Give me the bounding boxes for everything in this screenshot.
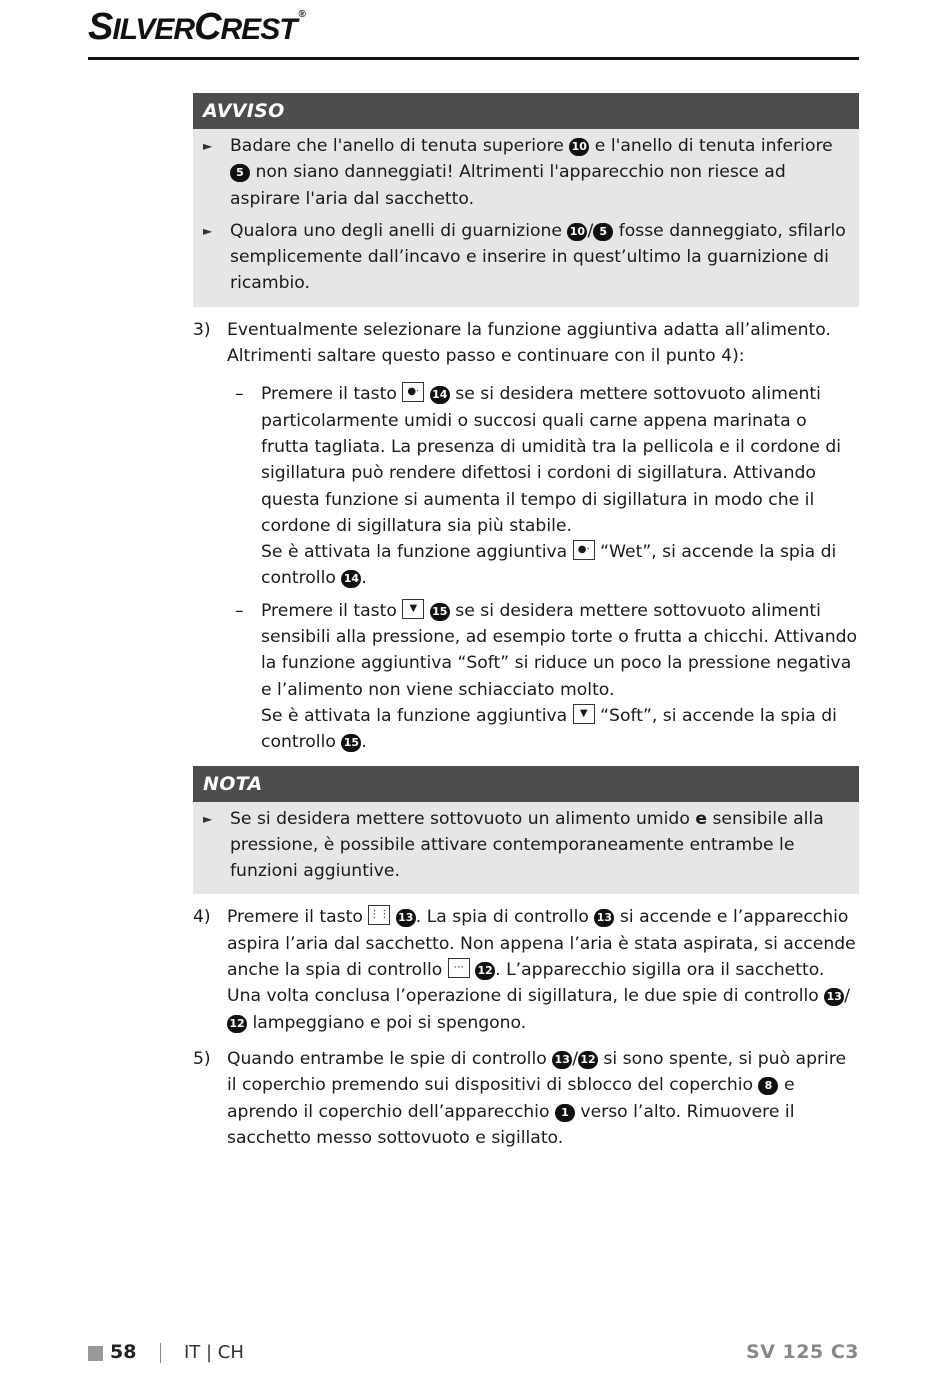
body-text: e <box>695 808 707 829</box>
bullet-arrow-icon: ► <box>203 139 213 153</box>
page-number: 58 <box>110 1341 137 1363</box>
avviso-item <box>203 218 847 297</box>
avviso-item <box>203 133 847 212</box>
body-text: non siano danneggiati! Altrimenti l'apparecchio non riesce ad aspirare l'aria dal sacchetto. <box>230 162 786 209</box>
body-text: e aprendo il coperchio dell’apparecchio <box>227 1075 795 1122</box>
ref-number: 13 <box>824 988 844 1006</box>
body-text: 3) <box>193 319 211 340</box>
body-text: . L’apparecchio sigilla ora il sacchetto. Una volta conclusa l’operazione di sigillatura, le due spie di controllo <box>227 960 825 1007</box>
ref-number: 1 <box>555 1104 575 1122</box>
page-footer <box>88 1341 859 1371</box>
soft-shield-icon: ▼ <box>573 704 595 724</box>
ref-number: 5 <box>593 223 613 241</box>
soft-shield-icon: ▼ <box>402 599 424 619</box>
body-text: 4) <box>193 907 211 928</box>
ref-number: 12 <box>227 1015 247 1033</box>
wet-droplets-icon: ●⋅ <box>402 382 424 402</box>
ref-number: 14 <box>430 386 450 404</box>
body-text: se si desidera mettere sottovuoto alimenti particolarmente umidi o succosi quali carne appena marinata o frutta tagliata. La presenza di umidità tra la pellicola e il cordone di sigillatura può rendere difettosi i cordoni di sigillatura. Attivando questa funzione si aumenta il tempo di sigillatura in modo che il cordone di sigillatura sia più stabile. <box>261 384 842 536</box>
body-text: / <box>572 1048 578 1069</box>
body-text: Eventualmente selezionare la funzione aggiuntiva adatta all’alimento. Altrimenti saltare questo passo e continuare con il punto 4): <box>227 319 831 367</box>
ref-number: 12 <box>475 962 495 980</box>
ref-number: 13 <box>396 909 416 927</box>
brand-logo: SILVERCREST ® <box>88 6 305 48</box>
avviso-box <box>193 93 859 307</box>
ref-number: 13 <box>594 909 614 927</box>
ref-number: 13 <box>552 1051 572 1069</box>
nota-box <box>193 766 859 895</box>
body-text: Premere il tasto <box>261 600 403 621</box>
page-content <box>193 93 859 1161</box>
body-text: 5) <box>193 1048 211 1069</box>
model-number: SV 125 C3 <box>746 1341 859 1363</box>
seal-icon: ⋯ <box>448 958 470 978</box>
body-text: Se è attivata la funzione aggiuntiva <box>261 542 573 563</box>
ref-number: 8 <box>758 1077 778 1095</box>
footer-square-icon <box>88 1346 103 1361</box>
body-text: Qualora uno degli anelli di guarnizione <box>230 220 568 241</box>
body-text: . <box>361 732 367 753</box>
nota-item <box>203 806 847 885</box>
body-text: – <box>235 600 244 621</box>
body-text: . La spia di controllo <box>415 907 595 928</box>
body-text: / <box>587 220 594 241</box>
bullet-arrow-icon: ► <box>203 811 213 826</box>
ref-number: 14 <box>341 570 361 588</box>
ref-number: 10 <box>567 223 587 241</box>
body-text: se si desidera mettere sottovuoto alimenti sensibili alla pressione, ad esempio torte o frutta a chicchi. Attivando la funzione aggiuntiva “Soft” si riduce un poco la pressione negativa e l’alimento non viene schiacciato molto. <box>261 600 858 700</box>
body-text: . <box>361 568 367 589</box>
body-text: lampeggiano e poi si spengono. <box>247 1012 527 1033</box>
nota-title: NOTA <box>193 766 859 802</box>
footer-divider <box>160 1343 161 1363</box>
ref-number: 10 <box>569 138 589 156</box>
wet-droplets-icon: ●⋅ <box>573 540 595 560</box>
wet-option <box>227 381 859 591</box>
step-4 <box>193 904 859 1035</box>
step-5 <box>193 1046 859 1151</box>
body-text: e l'anello di tenuta inferiore <box>589 136 833 156</box>
ref-number: 12 <box>578 1051 598 1069</box>
body-text: si accende e l’apparecchio aspira l’aria dal sacchetto. Non appena l’aria è stata aspirata, si accende anche la spia di controllo <box>227 907 856 981</box>
body-text: “Wet”, si accende la spia di controllo <box>261 542 837 589</box>
body-text: Premere il tasto <box>227 907 369 928</box>
body-text: Quando entrambe le spie di controllo <box>227 1048 553 1069</box>
step-3 <box>193 317 859 756</box>
body-text: / <box>844 986 851 1007</box>
language-code: IT | CH <box>184 1342 244 1363</box>
body-text: “Soft”, si accende la spia di controllo <box>261 705 837 753</box>
body-text: Se si desidera mettere sottovuoto un alimento umido <box>230 808 696 829</box>
vacuum-seal-icon: ⋮⋮ <box>368 905 390 925</box>
bullet-arrow-icon: ► <box>203 223 213 238</box>
body-text: – <box>235 384 244 405</box>
body-text: Premere il tasto <box>261 384 403 405</box>
body-text: si sono spente, si può aprire il coperchio premendo sui dispositivi di sblocco del coperchio <box>227 1048 847 1096</box>
body-text: verso l’alto. Rimuovere il sacchetto messo sottovuoto e sigillato. <box>227 1101 795 1148</box>
ref-number: 15 <box>430 603 450 621</box>
ref-number: 5 <box>230 164 250 182</box>
header-rule <box>88 57 859 60</box>
soft-option <box>227 598 859 756</box>
body-text: sensibile alla pressione, è possibile attivare contemporaneamente entrambe le funzioni aggiuntive. <box>230 808 824 882</box>
body-text: Badare che l'anello di tenuta superiore <box>230 136 570 156</box>
avviso-title: AVVISO <box>193 93 859 129</box>
ref-number: 15 <box>341 734 361 752</box>
body-text: fosse danneggiato, sfilarlo semplicemente dall’incavo e inserire in quest’ultimo la guarnizione di ricambio. <box>230 220 846 294</box>
body-text: Se è attivata la funzione aggiuntiva <box>261 705 573 726</box>
